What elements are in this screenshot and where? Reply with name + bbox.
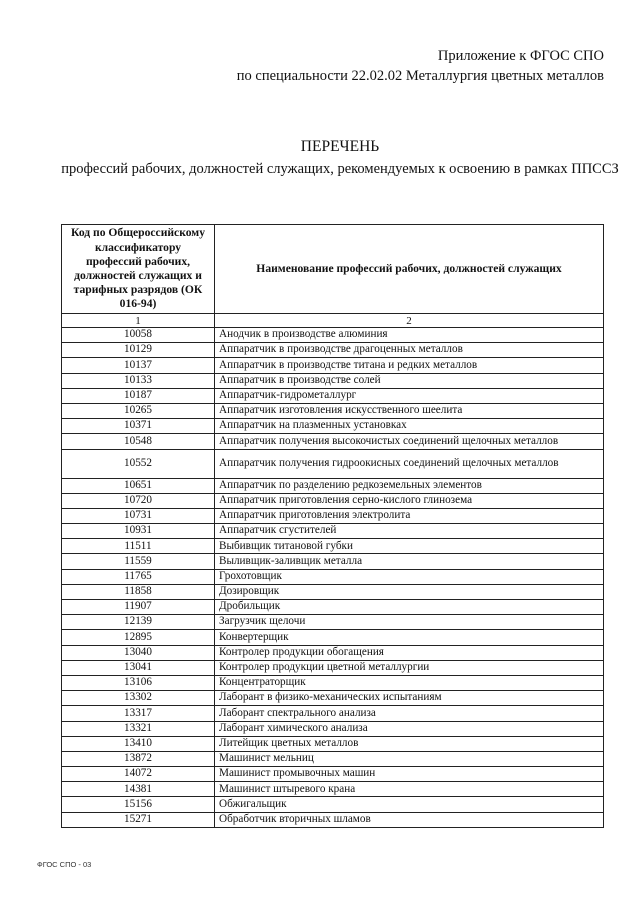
column-number-1: 1 <box>62 314 215 328</box>
profession-name: Аппаратчик-гидрометаллург <box>215 388 604 403</box>
table-row <box>62 660 604 675</box>
profession-name: Литейщик цветных металлов <box>215 736 604 751</box>
profession-code: 11511 <box>62 539 215 554</box>
table-row <box>62 812 604 827</box>
table-row <box>62 373 604 388</box>
profession-name: Аппаратчик в производстве солей <box>215 373 604 388</box>
profession-code: 10552 <box>62 449 215 478</box>
profession-name: Лаборант в физико-механических испытаниям <box>215 691 604 706</box>
table-row <box>62 767 604 782</box>
profession-code: 15156 <box>62 797 215 812</box>
profession-code: 13321 <box>62 721 215 736</box>
table-row <box>62 584 604 599</box>
title-subtitle: профессий рабочих, должностей служащих, рекомендуемых к освоению в рамках ППССЗ <box>61 161 619 177</box>
table-row <box>62 782 604 797</box>
profession-code: 11907 <box>62 600 215 615</box>
table-row <box>62 358 604 373</box>
profession-code: 13410 <box>62 736 215 751</box>
profession-code: 14381 <box>62 782 215 797</box>
profession-code: 13872 <box>62 751 215 766</box>
table-row <box>62 554 604 569</box>
profession-name: Аппаратчик приготовления серно-кислого глинозема <box>215 493 604 508</box>
profession-name: Конвертерщик <box>215 630 604 645</box>
column-header-code: Код по Общероссийскому классификатору профессий рабочих, должностей служащих и тарифных разрядов (ОК 016-94) <box>62 225 215 314</box>
profession-code: 10651 <box>62 478 215 493</box>
profession-name: Выливщик-заливщик металла <box>215 554 604 569</box>
profession-name: Аппаратчик изготовления искусственного шеелита <box>215 403 604 418</box>
title-main: ПЕРЕЧЕНЬ <box>300 138 380 155</box>
profession-name: Выбивщик титановой губки <box>215 539 604 554</box>
profession-code: 12895 <box>62 630 215 645</box>
table-row <box>62 615 604 630</box>
appendix-line-2: по специальности 22.02.02 Металлургия цветных металлов <box>236 68 604 84</box>
profession-name: Лаборант спектрального анализа <box>215 706 604 721</box>
table-row <box>62 434 604 449</box>
profession-name: Аппаратчик в производстве титана и редких металлов <box>215 358 604 373</box>
table-row <box>62 478 604 493</box>
profession-name: Аппаратчик на плазменных установках <box>215 419 604 434</box>
profession-name: Дробильщик <box>215 600 604 615</box>
appendix-header <box>237 46 604 86</box>
table-row <box>62 797 604 812</box>
profession-name: Обжигальщик <box>215 797 604 812</box>
profession-code: 11765 <box>62 569 215 584</box>
table-row <box>62 600 604 615</box>
profession-name: Обработчик вторичных шламов <box>215 812 604 827</box>
profession-code: 10187 <box>62 388 215 403</box>
profession-code: 12139 <box>62 615 215 630</box>
profession-name: Аппаратчик в производстве драгоценных металлов <box>215 343 604 358</box>
table-row <box>62 691 604 706</box>
profession-code: 10058 <box>62 328 215 343</box>
profession-name: Контролер продукции обогащения <box>215 645 604 660</box>
profession-code: 10133 <box>62 373 215 388</box>
column-number-row <box>62 314 604 328</box>
profession-name: Аппаратчик получения высокочистых соединений щелочных металлов <box>215 434 604 449</box>
table-row <box>62 736 604 751</box>
table-row <box>62 751 604 766</box>
table-row <box>62 645 604 660</box>
profession-code: 10137 <box>62 358 215 373</box>
table-row <box>62 706 604 721</box>
profession-code: 10731 <box>62 508 215 523</box>
page-footer: ФГОС СПО - 03 <box>37 860 92 869</box>
table-row <box>62 569 604 584</box>
profession-name: Анодчик в производстве алюминия <box>215 328 604 343</box>
profession-code: 15271 <box>62 812 215 827</box>
profession-code: 10371 <box>62 419 215 434</box>
table-row <box>62 449 604 478</box>
profession-name: Загрузчик щелочи <box>215 615 604 630</box>
appendix-line-1: Приложение к ФГОС СПО <box>437 48 604 64</box>
profession-name: Аппаратчик приготовления электролита <box>215 508 604 523</box>
profession-code: 10720 <box>62 493 215 508</box>
profession-code: 10129 <box>62 343 215 358</box>
table-row <box>62 524 604 539</box>
table-row <box>62 388 604 403</box>
document-title <box>40 138 640 178</box>
profession-code: 13302 <box>62 691 215 706</box>
profession-name: Концентраторщик <box>215 675 604 690</box>
table-row <box>62 343 604 358</box>
professions-table <box>61 224 604 828</box>
profession-name: Машинист мельниц <box>215 751 604 766</box>
table-row <box>62 630 604 645</box>
table-row <box>62 721 604 736</box>
table-row <box>62 419 604 434</box>
table-row <box>62 403 604 418</box>
table-row <box>62 493 604 508</box>
table-row <box>62 508 604 523</box>
profession-code: 13106 <box>62 675 215 690</box>
column-number-2: 2 <box>215 314 604 328</box>
table-header-row <box>62 225 604 314</box>
profession-code: 11858 <box>62 584 215 599</box>
profession-code: 10265 <box>62 403 215 418</box>
profession-name: Дозировщик <box>215 584 604 599</box>
profession-name: Машинист штыревого крана <box>215 782 604 797</box>
table-row <box>62 675 604 690</box>
profession-name: Машинист промывочных машин <box>215 767 604 782</box>
profession-name: Аппаратчик по разделению редкоземельных элементов <box>215 478 604 493</box>
profession-code: 14072 <box>62 767 215 782</box>
profession-code: 13040 <box>62 645 215 660</box>
profession-name: Лаборант химического анализа <box>215 721 604 736</box>
profession-code: 11559 <box>62 554 215 569</box>
column-header-name: Наименование профессий рабочих, должностей служащих <box>215 225 604 314</box>
profession-code: 13041 <box>62 660 215 675</box>
table-row <box>62 328 604 343</box>
profession-code: 13317 <box>62 706 215 721</box>
profession-name: Аппаратчик сгустителей <box>215 524 604 539</box>
profession-code: 10548 <box>62 434 215 449</box>
table-row <box>62 539 604 554</box>
profession-name: Аппаратчик получения гидроокисных соединений щелочных металлов <box>215 449 604 478</box>
profession-name: Контролер продукции цветной металлургии <box>215 660 604 675</box>
profession-name: Грохотовщик <box>215 569 604 584</box>
profession-code: 10931 <box>62 524 215 539</box>
